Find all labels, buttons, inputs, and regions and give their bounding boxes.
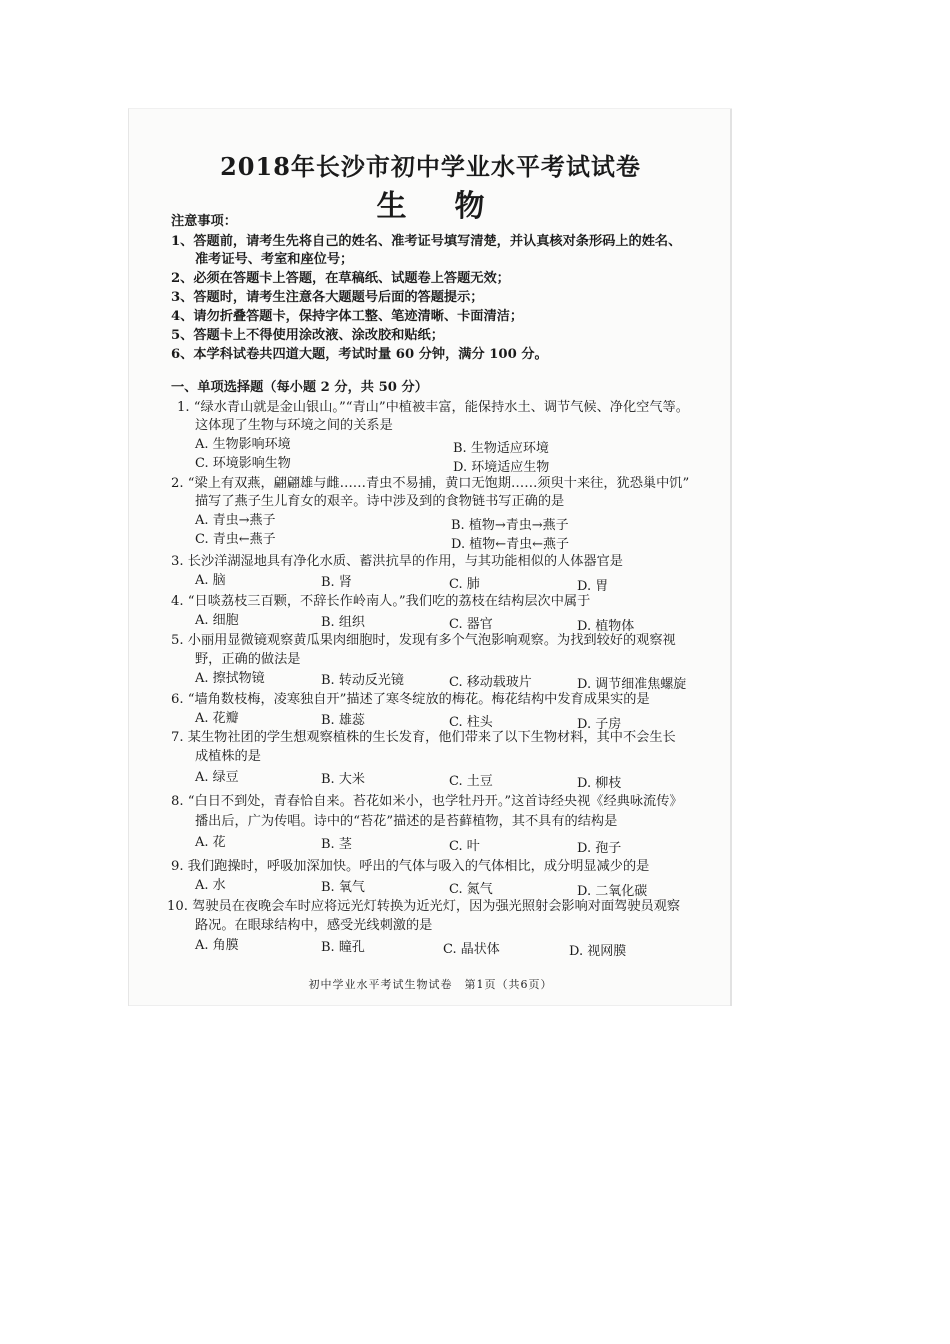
question-stem: 描写了燕子生儿育女的艰辛。诗中涉及到的食物链书写正确的是 — [195, 494, 565, 509]
option-d: D. 二氧化碳 — [577, 884, 648, 899]
option-c: C. 器官 — [449, 617, 493, 632]
option-a: A. 生物影响环境 — [195, 437, 291, 452]
option-a: A. 青虫→燕子 — [195, 513, 276, 528]
question-stem: 2. “梁上有双燕，翩翩雄与雌……青虫不易捕，黄口无饱期……须臾十来往，犹恐巢中饥” — [171, 476, 690, 491]
option-d: D. 柳枝 — [577, 776, 622, 791]
option-c: C. 土豆 — [449, 774, 493, 789]
option-d: D. 孢子 — [577, 841, 622, 856]
option-a: A. 水 — [195, 878, 226, 893]
subject-title: 生物 — [376, 189, 533, 224]
question-stem: 成植株的是 — [195, 749, 261, 764]
question-stem: 野，正确的做法是 — [195, 652, 301, 667]
question-stem: 路况。在眼球结构中，感受光线刺激的是 — [195, 918, 433, 933]
option-a: A. 脑 — [195, 573, 226, 588]
note-line: 6、本学科试卷共四道大题，考试时量 60 分钟，满分 100 分。 — [171, 347, 548, 362]
question-stem: 6. “墙角数枝梅，凌寒独自开”描述了寒冬绽放的梅花。梅花结构中发育成果实的是 — [171, 692, 650, 707]
question-stem: 4. “日啖荔枝三百颗，不辞长作岭南人。”我们吃的荔枝在结构层次中属于 — [171, 594, 591, 609]
note-line: 4、请勿折叠答题卡，保持字体工整、笔迹清晰、卡面清洁； — [171, 309, 524, 324]
option-a: A. 花瓣 — [195, 711, 239, 726]
option-d: D. 胃 — [577, 579, 609, 594]
option-d: D. 视网膜 — [569, 944, 627, 959]
exam-page — [128, 108, 732, 1006]
option-d: D. 子房 — [577, 717, 622, 732]
option-b: B. 组织 — [321, 615, 365, 630]
option-d: D. 植物←青虫←燕子 — [451, 537, 570, 552]
option-b: B. 肾 — [321, 575, 352, 590]
note-line: 2、必须在答题卡上答题，在草稿纸、试题卷上答题无效； — [171, 271, 510, 286]
section-heading: 一、单项选择题（每小题 2 分，共 50 分） — [171, 380, 428, 395]
option-a: A. 花 — [195, 835, 226, 850]
notes-header: 注意事项： — [171, 214, 237, 229]
option-c: C. 移动载玻片 — [449, 675, 532, 690]
question-stem: 9. 我们跑操时，呼吸加深加快。呼出的气体与吸入的气体相比，成分明显减少的是 — [171, 859, 650, 874]
question-stem: 8. “白日不到处，青春恰自来。苔花如米小，也学牡丹开。”这首诗经央视《经典咏流传》 — [171, 794, 683, 809]
exam-title: 2018年长沙市初中学业水平考试试卷 — [220, 152, 641, 181]
question-stem: 播出后，广为传唱。诗中的“苔花”描述的是苔藓植物，其不具有的结构是 — [195, 814, 618, 829]
option-a: A. 细胞 — [195, 613, 239, 628]
question-stem: 10. 驾驶员在夜晚会车时应将远光灯转换为近光灯，因为强光照射会影响对面驾驶员观察 — [167, 899, 681, 914]
option-b: B. 瞳孔 — [321, 940, 365, 955]
option-d: D. 调节细准焦螺旋 — [577, 677, 687, 692]
option-b: B. 雄蕊 — [321, 713, 365, 728]
option-a: A. 绿豆 — [195, 770, 239, 785]
note-line: 1、答题前，请考生先将自己的姓名、准考证号填写清楚，并认真核对条形码上的姓名、 — [171, 234, 682, 249]
option-c: C. 叶 — [449, 839, 480, 854]
option-c: C. 环境影响生物 — [195, 456, 291, 471]
question-stem: 这体现了生物与环境之间的关系是 — [195, 418, 393, 433]
question-stem: 3. 长沙洋湖湿地具有净化水质、蓄洪抗旱的作用，与其功能相似的人体器官是 — [171, 554, 623, 569]
option-d: D. 植物体 — [577, 619, 635, 634]
note-line: 准考证号、考室和座位号； — [195, 252, 354, 267]
option-a: A. 角膜 — [195, 938, 239, 953]
option-c: C. 氮气 — [449, 882, 493, 897]
question-stem: 5. 小丽用显微镜观察黄瓜果肉细胞时，发现有多个气泡影响观察。为找到较好的观察视 — [171, 633, 676, 648]
option-c: C. 青虫←燕子 — [195, 532, 276, 547]
note-line: 5、答题卡上不得使用涂改液、涂改胶和贴纸； — [171, 328, 444, 343]
option-a: A. 擦拭物镜 — [195, 671, 265, 686]
option-c: C. 晶状体 — [443, 942, 500, 957]
note-line: 3、答题时，请考生注意各大题题号后面的答题提示； — [171, 290, 484, 305]
option-b: B. 大米 — [321, 772, 365, 787]
page-footer: 初中学业水平考试生物试卷 第1页（共6页） — [308, 978, 553, 991]
option-b: B. 氧气 — [321, 880, 365, 895]
option-b: B. 茎 — [321, 837, 352, 852]
option-d: D. 环境适应生物 — [453, 460, 550, 475]
option-b: B. 转动反光镜 — [321, 673, 404, 688]
question-stem: 7. 某生物社团的学生想观察植株的生长发育，他们带来了以下生物材料，其中不会生长 — [171, 730, 676, 745]
option-c: C. 肺 — [449, 577, 480, 592]
option-b: B. 生物适应环境 — [453, 441, 549, 456]
question-stem: 1. “绿水青山就是金山银山。”“青山”中植被丰富，能保持水土、调节气候、净化空气等。 — [177, 400, 689, 415]
option-c: C. 柱头 — [449, 715, 493, 730]
option-b: B. 植物→青虫→燕子 — [451, 518, 569, 533]
